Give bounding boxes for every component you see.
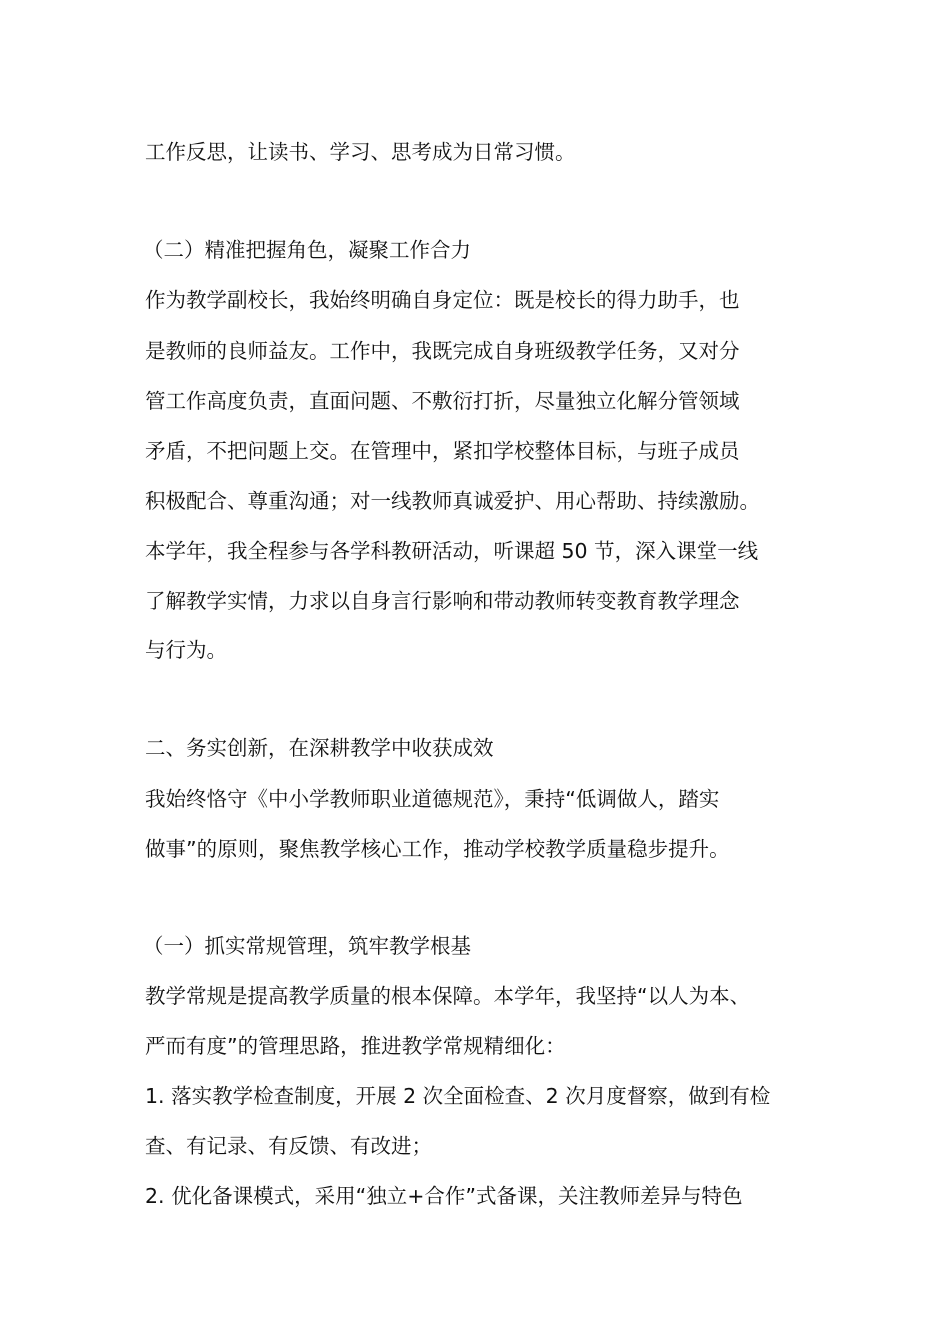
paragraph-line: 作为教学副校长，我始终明确自身定位：既是校长的得力助手，也 (145, 288, 740, 312)
paragraph-line: 工作反思，让读书、学习、思考成为日常习惯。 (145, 140, 576, 164)
paragraph-line: 做事”的原则，聚焦教学核心工作，推动学校教学质量稳步提升。 (145, 837, 730, 861)
paragraph-line: 与行为。 (145, 638, 227, 662)
paragraph-line: 本学年，我全程参与各学科教研活动，听课超 50 节，深入课堂一线 (145, 539, 759, 563)
section-heading: （二）精准把握角色，凝聚工作合力 (143, 238, 471, 262)
list-item-continuation: 查、有记录、有反馈、有改进； (145, 1134, 432, 1158)
paragraph-line: 严而有度”的管理思路，推进教学常规精细化： (145, 1034, 566, 1058)
paragraph-line: 了解教学实情，力求以自身言行影响和带动教师转变教育教学理念 (145, 589, 740, 613)
section-heading: （一）抓实常规管理，筑牢教学根基 (143, 934, 471, 958)
paragraph-line: 我始终恪守《中小学教师职业道德规范》，秉持“低调做人，踏实 (145, 787, 720, 811)
paragraph-line: 管工作高度负责，直面问题、不敷衍打折，尽量独立化解分管领域 (145, 389, 740, 413)
list-item: 2. 优化备课模式，采用“独立+合作”式备课，关注教师差异与特色 (145, 1184, 743, 1208)
paragraph-line: 矛盾，不把问题上交。在管理中，紧扣学校整体目标，与班子成员 (145, 439, 740, 463)
paragraph-line: 是教师的良师益友。工作中，我既完成自身班级教学任务，又对分 (145, 339, 740, 363)
section-heading: 二、务实创新，在深耕教学中收获成效 (145, 736, 494, 760)
paragraph-line: 积极配合、尊重沟通；对一线教师真诚爱护、用心帮助、持续激励。 (145, 489, 760, 513)
list-item: 1. 落实教学检查制度，开展 2 次全面检查、2 次月度督察，做到有检 (145, 1084, 771, 1108)
paragraph-line: 教学常规是提高教学质量的根本保障。本学年，我坚持“以人为本、 (145, 984, 751, 1008)
